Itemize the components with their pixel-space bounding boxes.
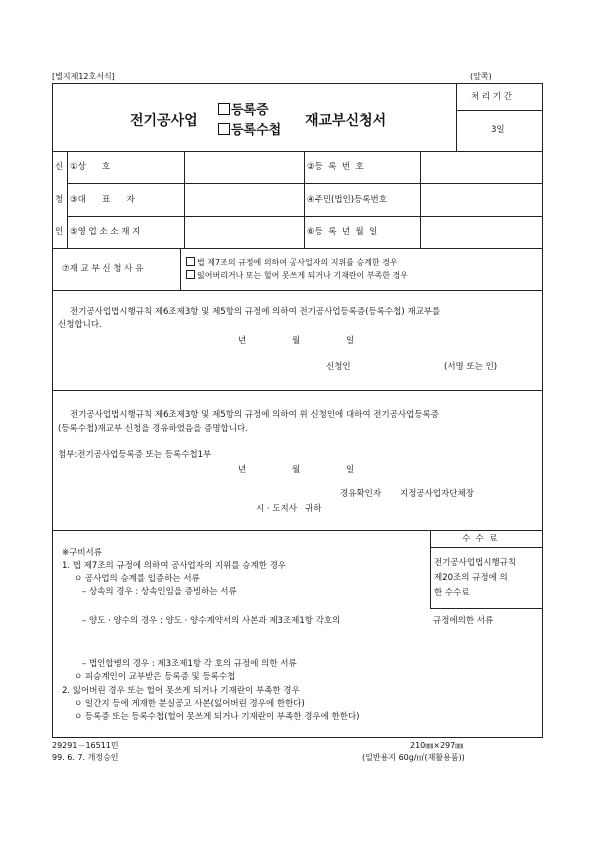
- title-prefix: 전기공사업: [130, 113, 198, 129]
- confirmation-org: 지정공사업자단체장: [400, 489, 474, 499]
- reason-option-succession[interactable]: [186, 257, 398, 268]
- declaration-year: 년: [238, 336, 247, 346]
- office-location-label: ⑤영 업 소 소 재 지: [70, 227, 141, 237]
- checkbox-icon[interactable]: [218, 123, 230, 135]
- footer-size: 210㎜×297㎜: [410, 741, 464, 750]
- confirmation-month: 월: [292, 465, 301, 475]
- trade-name-field[interactable]: [185, 152, 303, 182]
- footer-code: 29291－16511민: [52, 741, 119, 750]
- applicant-side-label-3: 인: [55, 227, 64, 237]
- fee-label: 수 수 료: [462, 534, 498, 544]
- document-item-3: – 상속의 경우 : 상속인임을 증빙하는 서류: [82, 587, 237, 597]
- office-location-field[interactable]: [185, 217, 303, 247]
- reg-number-field[interactable]: [421, 152, 542, 182]
- representative-label: ③대 표 자: [70, 195, 135, 205]
- declaration-line-1: 전기공사업법시행규칙 제6조제3항 및 제5항의 규정에 의하여 전기공사업등록증(등록수첩) 재교부를: [70, 307, 441, 317]
- document-item-7: 2. 잃어버린 경우 또는 헐어 못쓰게 되거나 기재란이 부족한 경우: [62, 686, 300, 696]
- checkbox-icon[interactable]: [218, 103, 230, 115]
- document-item-9: ㅇ 등록증 또는 등록수첩(헐어 못쓰게 되거나 기재란이 부족한 경우에 한한다): [74, 712, 360, 722]
- title-option-registration-certificate[interactable]: [218, 99, 269, 118]
- reg-date-field[interactable]: [421, 217, 542, 247]
- declaration-month: 월: [292, 336, 301, 346]
- title-option1-label: 등록증: [231, 103, 269, 118]
- confirmation-via-label: 경유확인자: [340, 489, 382, 499]
- reason-option-2-label: 잃어버리거나 또는 헐어 못쓰게 되거나 기재란이 부족한 경우: [197, 271, 408, 280]
- processing-period-label: 처 리 기 간: [471, 92, 512, 102]
- document-item-8: ㅇ 일간지 등에 게재한 분실공고 사본(잃어버린 경우에 한한다): [74, 699, 305, 709]
- fee-text-2: 제20조의 규정에 의: [434, 573, 508, 583]
- page-side: (앞쪽): [470, 72, 492, 81]
- document-overflow: 규정에의한 서류: [433, 616, 494, 626]
- confirmation-year: 년: [238, 465, 247, 475]
- confirmation-day: 일: [346, 465, 355, 475]
- footer-paper: (일반용지 60g/㎡(재활용품)): [362, 753, 465, 762]
- declaration-line-2: 신청합니다.: [58, 320, 102, 330]
- checkbox-icon[interactable]: [186, 270, 195, 279]
- document-item-1: 1. 법 제7조의 규정에 의하여 공사업자의 지위를 승계한 경우: [62, 561, 286, 571]
- title-option2-label: 등록수첩: [231, 123, 282, 138]
- resident-number-field[interactable]: [421, 184, 542, 215]
- declaration-applicant-label: 신청인: [326, 362, 351, 372]
- document-item-2: ㅇ 공사업의 승계를 입증하는 서류: [74, 574, 200, 584]
- checkbox-icon[interactable]: [186, 257, 195, 266]
- form-number: [별지제12호서식]: [52, 72, 115, 81]
- applicant-side-label-2: 청: [55, 195, 64, 205]
- confirmation-line-1: 전기공사업법시행규칙 제6조제3항 및 제5항의 규정에 의하여 위 신청인에 대하여 전기공사업등록증: [70, 410, 439, 420]
- documents-heading: ※구비서류: [62, 548, 102, 558]
- confirmation-attachment: 첨부:전기공사업등록증 또는 등록수첩1부: [58, 450, 212, 460]
- footer-approval: 99. 6. 7. 개정승인: [52, 753, 119, 762]
- reg-number-label: ②등 록 번 호: [307, 162, 364, 172]
- processing-period-value: 3일: [491, 125, 505, 135]
- fee-text-3: 한 수수료: [434, 588, 470, 598]
- reg-date-label: ⑥등 록 년 월 일: [307, 227, 378, 237]
- confirmation-addressee: 시 · 도지사 귀하: [256, 504, 322, 514]
- document-item-6: ㅇ 피승계인이 교부받은 등록증 및 등록수첩: [74, 672, 236, 682]
- reason-option-1-label: 법 제7조의 규정에 의하여 공사업자의 지위를 승계한 경우: [197, 258, 398, 267]
- declaration-signature: (서명 또는 인): [444, 362, 498, 372]
- document-item-4: – 양도 · 양수의 경우 : 양도 · 양수계약서의 사본과 제3조제1항 각호의: [82, 616, 341, 626]
- document-item-5: – 법인합병의 경우 : 제3조제1항 각 호의 규정에 의한 서류: [82, 659, 297, 669]
- reason-option-lost-damaged[interactable]: [186, 270, 408, 281]
- declaration-day: 일: [346, 336, 355, 346]
- applicant-side-label-1: 신: [55, 162, 64, 172]
- title-suffix: 재교부신청서: [305, 113, 387, 129]
- trade-name-label: ①상 호: [70, 162, 111, 172]
- resident-number-label: ④주민(법인)등록번호: [307, 195, 387, 205]
- title-option-registration-book[interactable]: [218, 119, 281, 138]
- fee-text-1: 전기공사업법시행규칙: [434, 558, 517, 568]
- confirmation-line-2: (등록수첩)재교부 신청을 경유하였음을 증명합니다.: [58, 424, 248, 434]
- representative-field[interactable]: [185, 184, 303, 215]
- reason-label: ⑦재 교 부 신 청 사 유: [62, 264, 144, 274]
